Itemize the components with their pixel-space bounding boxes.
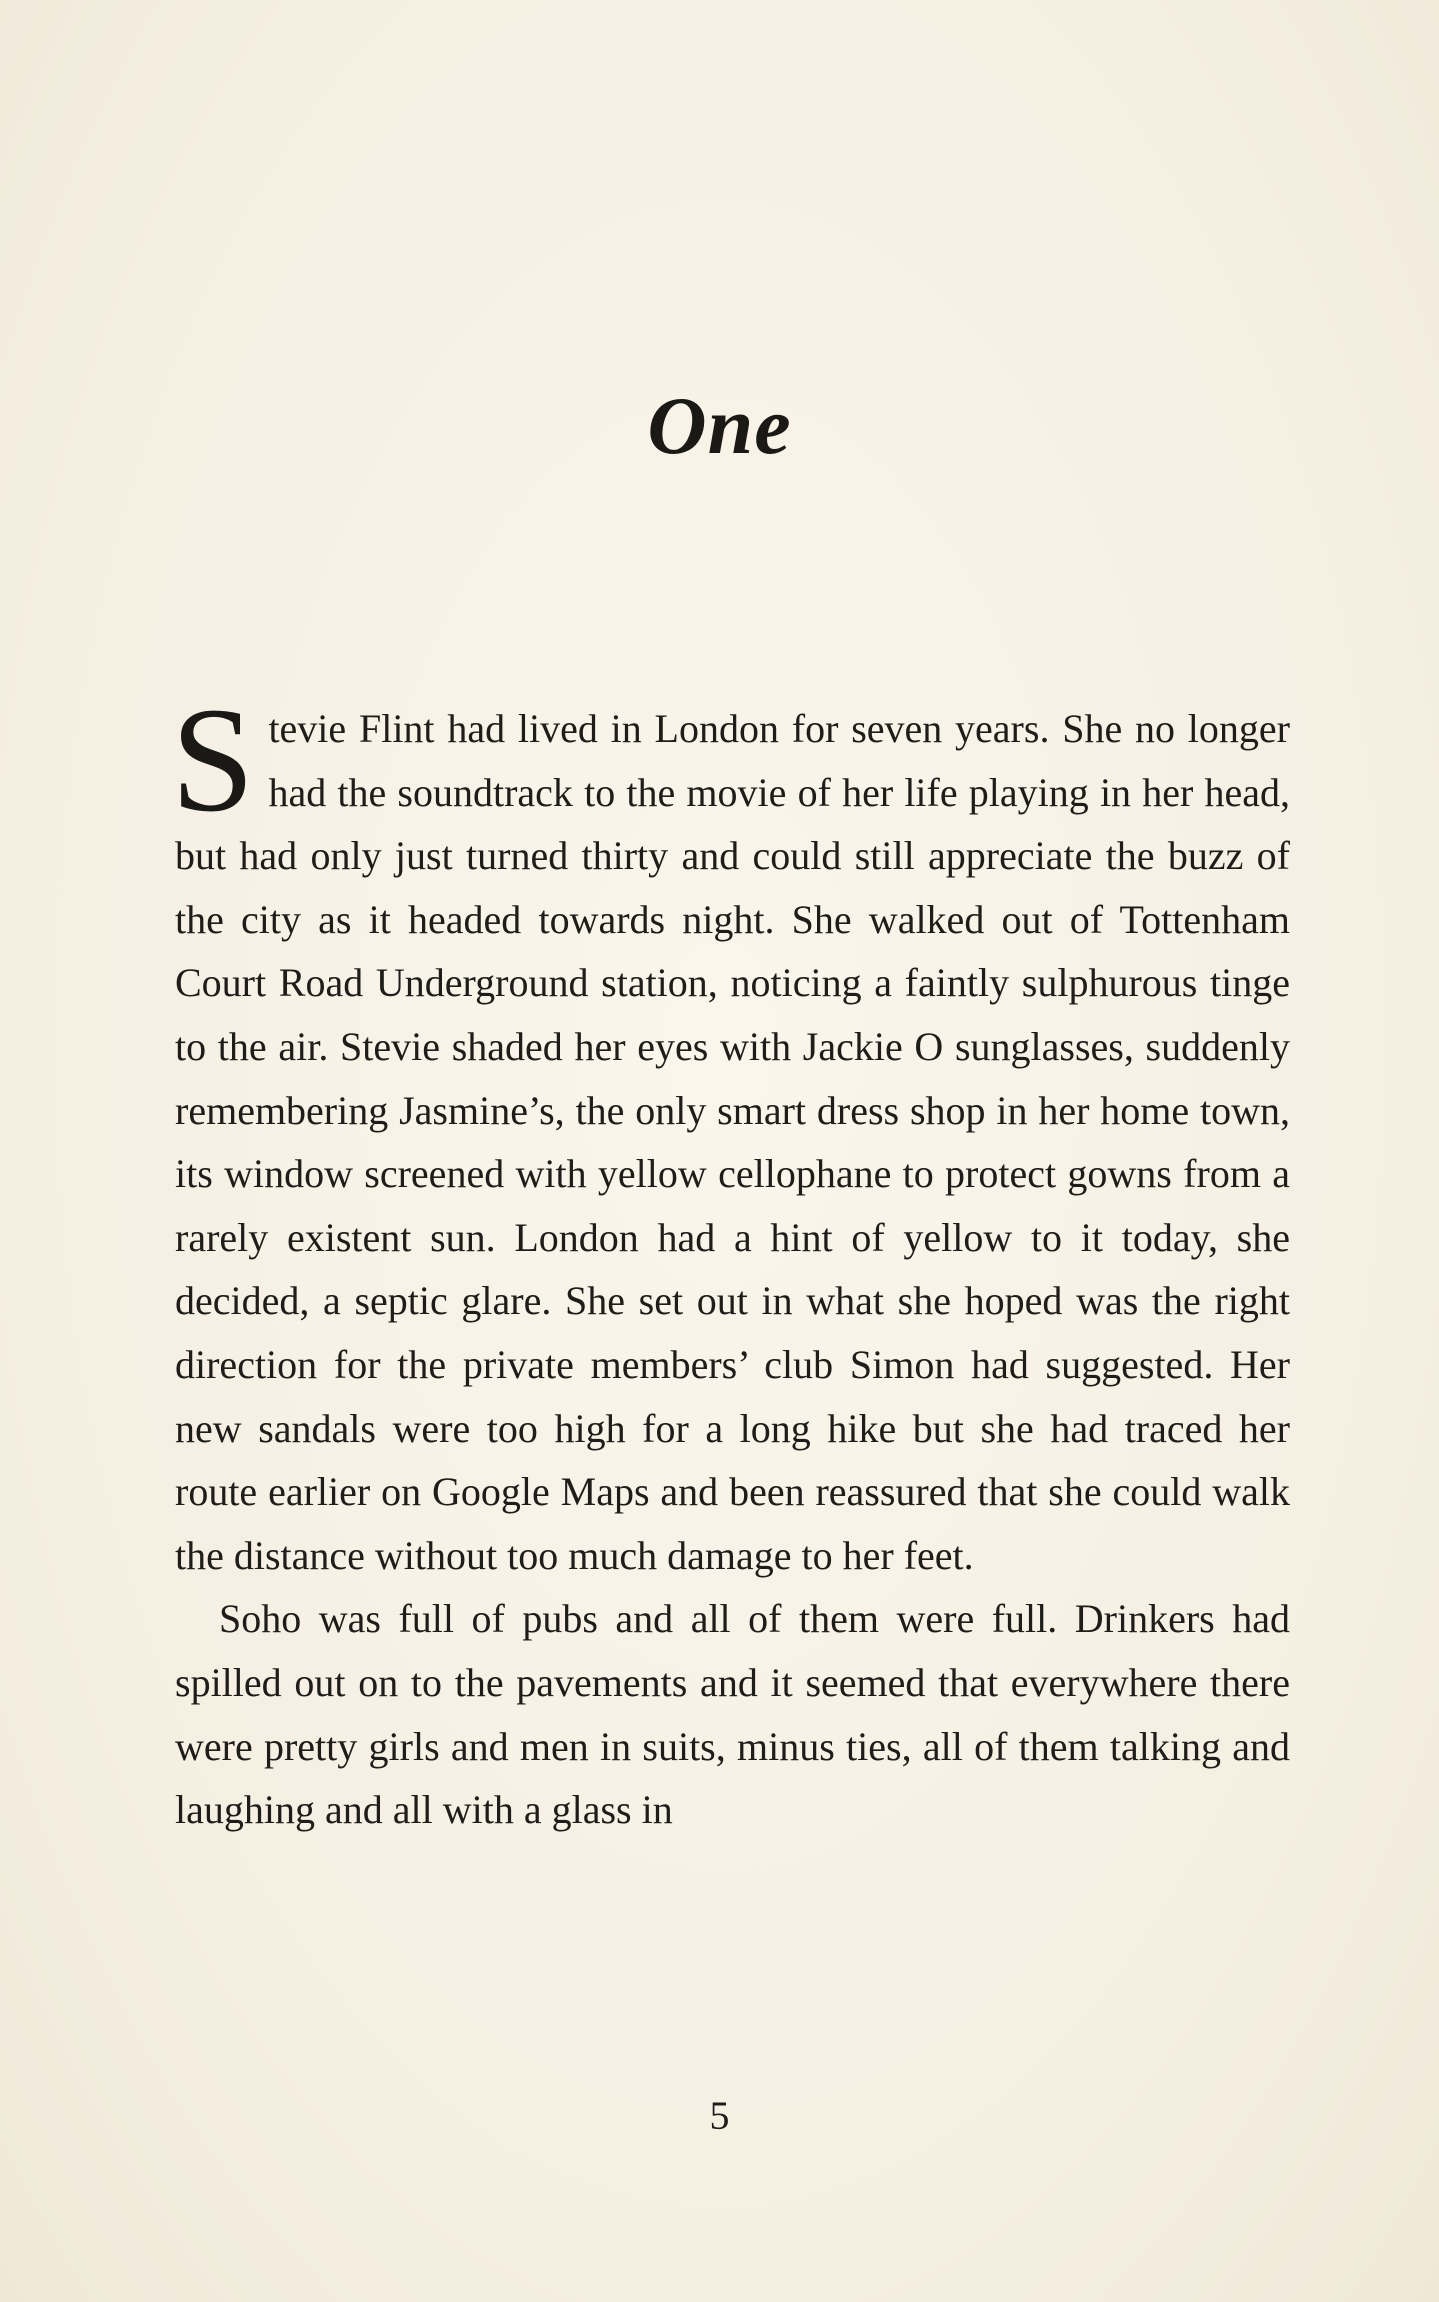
drop-cap: S — [171, 677, 255, 843]
paragraph-2 — [175, 1587, 1290, 1841]
chapter-title: One — [647, 379, 792, 471]
paragraph-1-text: tevie Flint had lived in London for seven years. She no longer had the soundtrack to the movie of her life playing in her head, but had only just turned thirty and could still appreciate the buzz of the city as it headed towards night. She walked out of Tottenham Court Road Underground station, noticing a faintly sulphurous tinge to the air. Stevie shaded her eyes with Jackie O sunglasses, suddenly remembering Jasmine’s, the only smart dress shop in her home town, its window screened with yellow cellophane to protect gowns from a rarely existent sun. London had a hint of yellow to it today, she decided, a septic glare. She set out in what she hoped was the right direction for the private members’ club Simon had suggested. Her new sandals were too high for a long hike but she had traced her route earlier on Google Maps and been reassured that she could walk the distance without too much damage to her feet. — [175, 706, 1290, 1578]
page-number: 5 — [709, 2093, 730, 2138]
paragraph-2-text: Soho was full of pubs and all of them were full. Drinkers had spilled out on to the pavements and it seemed that everywhere there were pretty girls and men in suits, minus ties, all of them talking and laughing and all with a glass in — [175, 1596, 1290, 1833]
paragraph-1 — [171, 677, 1290, 1587]
body-text — [171, 677, 1290, 1842]
